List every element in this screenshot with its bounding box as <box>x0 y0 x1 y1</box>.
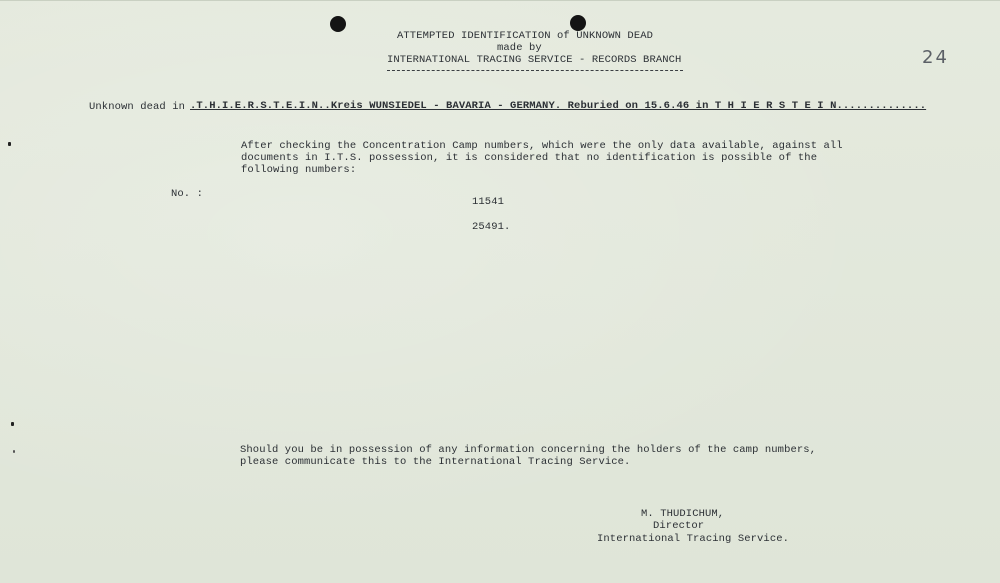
numbers-label: No. : <box>171 188 204 200</box>
ink-mark <box>11 422 14 426</box>
punch-hole-icon <box>330 16 346 32</box>
header-made-by: made by <box>497 42 542 54</box>
body-line: After checking the Concentration Camp numbers, which were the only data available, against all <box>241 140 843 152</box>
signature-title: Director <box>653 520 705 532</box>
camp-number: 11541 <box>472 196 505 208</box>
signature-organization: International Tracing Service. <box>597 533 790 545</box>
page-edge <box>0 0 1000 1</box>
body-line: following numbers: <box>241 164 357 176</box>
header-organization: INTERNATIONAL TRACING SERVICE - RECORDS BRANCH <box>387 54 682 66</box>
page-number: 24 <box>922 47 949 68</box>
body-line: documents in I.T.S. possession, it is considered that no identification is possible of the <box>241 152 818 164</box>
unknown-dead-location: .T.H.I.E.R.S.T.E.I.N..Kreis WUNSIEDEL - BAVARIA - GERMANY. Reburied on 15.6.46 in T H I E R S T E I N.............. <box>190 100 927 112</box>
ink-mark <box>8 142 11 146</box>
request-line: Should you be in possession of any information concerning the holders of the camp numbers, <box>240 444 817 456</box>
unknown-dead-label: Unknown dead in <box>89 101 186 113</box>
camp-number: 25491. <box>472 221 511 233</box>
punch-hole-icon <box>570 15 586 31</box>
signature-name: M. THUDICHUM, <box>641 508 725 520</box>
header-divider <box>387 70 683 71</box>
request-line: please communicate this to the International Tracing Service. <box>240 456 631 468</box>
header-title: ATTEMPTED IDENTIFICATION of UNKNOWN DEAD <box>397 30 654 42</box>
ink-mark <box>13 450 15 453</box>
